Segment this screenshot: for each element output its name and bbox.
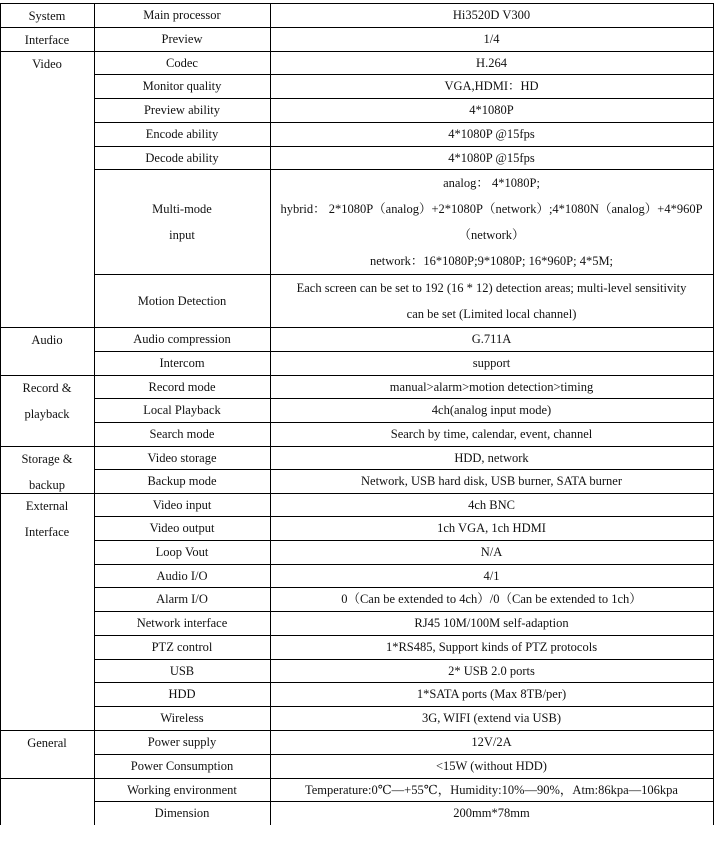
table-border-horizontal (94, 659, 714, 660)
cell-text-line: Decode ability (145, 150, 219, 165)
spec-value-cell (270, 169, 713, 274)
spec-group-cell (0, 51, 94, 327)
cell-text-line: Record & (22, 381, 72, 395)
table-border-horizontal (0, 27, 714, 28)
cell-text-line: 2* USB 2.0 ports (448, 663, 535, 678)
cell-text-line: 1/4 (483, 32, 500, 46)
cell-text-line: Working environment (127, 782, 237, 797)
cell-text-line: Video output (149, 521, 215, 535)
cell-text-line: H.264 (476, 55, 507, 70)
spec-item-cell (94, 564, 270, 587)
spec-item-cell (94, 3, 270, 27)
spec-value-cell (270, 274, 713, 327)
spec-value-cell (270, 122, 713, 146)
table-border-horizontal (94, 274, 714, 275)
table-border-horizontal (94, 146, 714, 147)
spec-value-cell (270, 493, 713, 516)
cell-text-line: analog： 4*1080P; (443, 175, 540, 190)
spec-group-cell (0, 446, 94, 493)
spec-value-cell (270, 469, 713, 493)
table-border-horizontal (94, 351, 714, 352)
spec-item-cell (94, 659, 270, 682)
table-border-horizontal (0, 446, 714, 447)
cell-text-line: Main processor (143, 8, 221, 22)
spec-group-cell (0, 493, 94, 730)
table-border-vertical (94, 3, 95, 825)
table-border-horizontal (94, 169, 714, 170)
cell-text-line: Hi3520D V300 (452, 8, 531, 22)
cell-text-line: 4*1080P @15fps (448, 150, 535, 165)
spec-value-cell (270, 3, 713, 27)
cell-text-line: Audio I/O (156, 568, 208, 583)
cell-text-line: USB (169, 663, 195, 678)
table-border-horizontal (94, 422, 714, 423)
cell-text-line: System (28, 9, 66, 23)
table-border-horizontal (0, 778, 714, 779)
cell-text-line: 4ch BNC (468, 497, 515, 512)
cell-text-line: Local Playback (143, 403, 221, 417)
cell-text-line: Multi-mode (152, 201, 212, 216)
table-border-horizontal (94, 74, 714, 75)
cell-text-line: 0（Can be extended to 4ch）/0（Can be extended to 1ch） (341, 592, 642, 606)
cell-text-line: 4*1080P (469, 103, 514, 117)
cell-text-line: 4ch(analog input mode) (431, 403, 552, 417)
cell-text-line: <15W (without HDD) (436, 759, 547, 773)
cell-text-line: HDD, network (454, 450, 529, 465)
spec-value-cell (270, 375, 713, 398)
spec-value-cell (270, 801, 713, 825)
cell-text-line: Preview ability (143, 103, 221, 117)
cell-text-line: Search by time, calendar, event, channel (390, 427, 593, 441)
table-border-horizontal (94, 611, 714, 612)
table-border-horizontal (94, 98, 714, 99)
spec-table (0, 3, 714, 850)
spec-item-cell (94, 493, 270, 516)
cell-text-line: 1*SATA ports (Max 8TB/per) (416, 687, 567, 701)
table-border-horizontal (94, 706, 714, 707)
cell-text-line: Search mode (149, 427, 215, 441)
spec-value-cell (270, 659, 713, 682)
spec-item-cell (94, 516, 270, 540)
cell-text-line: Storage & (21, 452, 73, 466)
cell-text-line: Intercom (159, 356, 205, 370)
spec-value-cell (270, 682, 713, 706)
cell-text-line: G.711A (471, 332, 512, 346)
cell-text-line: 4*1080P @15fps (448, 127, 535, 141)
cell-text-line: 4/1 (483, 568, 500, 583)
spec-item-cell (94, 122, 270, 146)
table-border-horizontal (94, 398, 714, 399)
spec-item-cell (94, 398, 270, 422)
spec-value-cell (270, 706, 713, 730)
cell-text-line: 200mm*78mm (453, 806, 530, 820)
cell-text-line: hybrid： 2*1080P（analog）+2*1080P（network）;4*1080N（analog）+4*960P (280, 201, 703, 216)
cell-text-line: VGA,HDMI：HD (444, 79, 539, 93)
cell-text-line: （network） (458, 227, 525, 242)
table-border-horizontal (94, 469, 714, 470)
cell-text-line: Network interface (136, 616, 228, 630)
spec-item-cell (94, 422, 270, 446)
spec-value-cell (270, 540, 713, 564)
spec-value-cell (270, 778, 713, 801)
cell-text-line: General (27, 736, 67, 750)
cell-text-line: Power supply (147, 735, 217, 749)
spec-item-cell (94, 327, 270, 351)
spec-value-cell (270, 398, 713, 422)
cell-text-line: Temperature:0℃—+55℃，Humidity:10%—90%，Atm:86kpa—106kpa (305, 782, 678, 797)
cell-text-line: network：16*1080P;9*1080P; 16*960P; 4*5M; (369, 253, 614, 268)
cell-text-line: Loop Vout (155, 545, 209, 559)
spec-value-cell (270, 516, 713, 540)
spec-value-cell (270, 74, 713, 98)
cell-text-line: Alarm I/O (156, 592, 208, 606)
spec-group-cell (0, 778, 94, 825)
spec-value-cell (270, 327, 713, 351)
table-border-horizontal (94, 635, 714, 636)
table-border-horizontal (94, 587, 714, 588)
spec-item-cell (94, 74, 270, 98)
cell-text-line: PTZ control (151, 640, 213, 654)
table-border-vertical (0, 3, 1, 825)
spec-item-cell (94, 635, 270, 659)
cell-text-line: Encode ability (145, 127, 219, 141)
table-border-horizontal (94, 754, 714, 755)
table-border-horizontal (0, 3, 714, 4)
spec-item-cell (94, 682, 270, 706)
cell-text-line: Video input (152, 497, 212, 512)
spec-value-cell (270, 635, 713, 659)
spec-item-cell (94, 146, 270, 169)
spec-value-cell (270, 754, 713, 778)
spec-group-cell (0, 27, 94, 51)
cell-text-line: playback (24, 407, 70, 421)
cell-text-line: Each screen can be set to 192 (16 * 12) detection areas; multi-level sensitivity (296, 280, 687, 295)
spec-value-cell (270, 422, 713, 446)
spec-value-cell (270, 446, 713, 469)
table-border-horizontal (94, 682, 714, 683)
spec-group-cell (0, 3, 94, 27)
cell-text-line: Motion Detection (137, 293, 227, 308)
spec-item-cell (94, 706, 270, 730)
cell-text-line: Preview (161, 32, 203, 46)
spec-value-cell (270, 51, 713, 74)
spec-value-cell (270, 611, 713, 635)
cell-text-line: input (169, 227, 195, 242)
table-border-horizontal (94, 540, 714, 541)
cell-text-line: can be set (Limited local channel) (406, 306, 577, 321)
cell-text-line: Audio (31, 333, 63, 347)
spec-value-cell (270, 27, 713, 51)
cell-text-line: Audio compression (133, 332, 231, 346)
spec-item-cell (94, 801, 270, 825)
spec-item-cell (94, 274, 270, 327)
cell-text-line: External (25, 499, 69, 513)
table-border-horizontal (94, 801, 714, 802)
table-border-horizontal (0, 327, 714, 328)
table-border-horizontal (94, 564, 714, 565)
spec-item-cell (94, 169, 270, 274)
cell-text-line: 1*RS485, Support kinds of PTZ protocols (385, 640, 598, 654)
spec-item-cell (94, 98, 270, 122)
spec-value-cell (270, 146, 713, 169)
cell-text-line: N/A (480, 545, 503, 559)
cell-text-line: Monitor quality (142, 79, 222, 93)
spec-item-cell (94, 375, 270, 398)
table-border-horizontal (0, 375, 714, 376)
spec-item-cell (94, 351, 270, 375)
cell-text-line: Interface (24, 525, 70, 539)
spec-value-cell (270, 98, 713, 122)
spec-item-cell (94, 754, 270, 778)
spec-item-cell (94, 27, 270, 51)
cell-text-line: Backup mode (147, 474, 217, 488)
cell-text-line: Video (32, 57, 62, 71)
cell-text-line: support (472, 356, 511, 370)
table-border-horizontal (0, 493, 714, 494)
cell-text-line: RJ45 10M/100M self-adaption (414, 616, 569, 630)
table-border-horizontal (0, 730, 714, 731)
cell-text-line: Record mode (148, 379, 216, 394)
spec-value-cell (270, 730, 713, 754)
table-border-vertical (270, 3, 271, 825)
cell-text-line: manual>alarm>motion detection>timing (389, 379, 594, 394)
cell-text-line: Dimension (154, 806, 210, 820)
cell-text-line: Interface (24, 33, 70, 47)
spec-item-cell (94, 51, 270, 74)
cell-text-line: Video storage (147, 450, 217, 465)
spec-item-cell (94, 778, 270, 801)
spec-item-cell (94, 446, 270, 469)
spec-group-cell (0, 375, 94, 446)
spec-group-cell (0, 730, 94, 778)
table-border-horizontal (94, 516, 714, 517)
spec-item-cell (94, 540, 270, 564)
spec-item-cell (94, 611, 270, 635)
spec-group-cell (0, 327, 94, 375)
cell-text-line: 3G, WIFI (extend via USB) (422, 711, 561, 725)
table-border-horizontal (0, 51, 714, 52)
spec-item-cell (94, 730, 270, 754)
spec-value-cell (270, 351, 713, 375)
spec-value-cell (270, 564, 713, 587)
spec-item-cell (94, 587, 270, 611)
spec-value-cell (270, 587, 713, 611)
cell-text-line: backup (28, 478, 66, 492)
spec-item-cell (94, 469, 270, 493)
table-border-horizontal (94, 122, 714, 123)
cell-text-line: Network, USB hard disk, USB burner, SATA burner (361, 474, 622, 488)
cell-text-line: Codec (166, 55, 198, 70)
cell-text-line: 12V/2A (471, 735, 512, 749)
cell-text-line: Wireless (160, 711, 204, 725)
cell-text-line: 1ch VGA, 1ch HDMI (437, 521, 546, 535)
cell-text-line: HDD (168, 687, 196, 701)
cell-text-line: Power Consumption (130, 759, 234, 773)
